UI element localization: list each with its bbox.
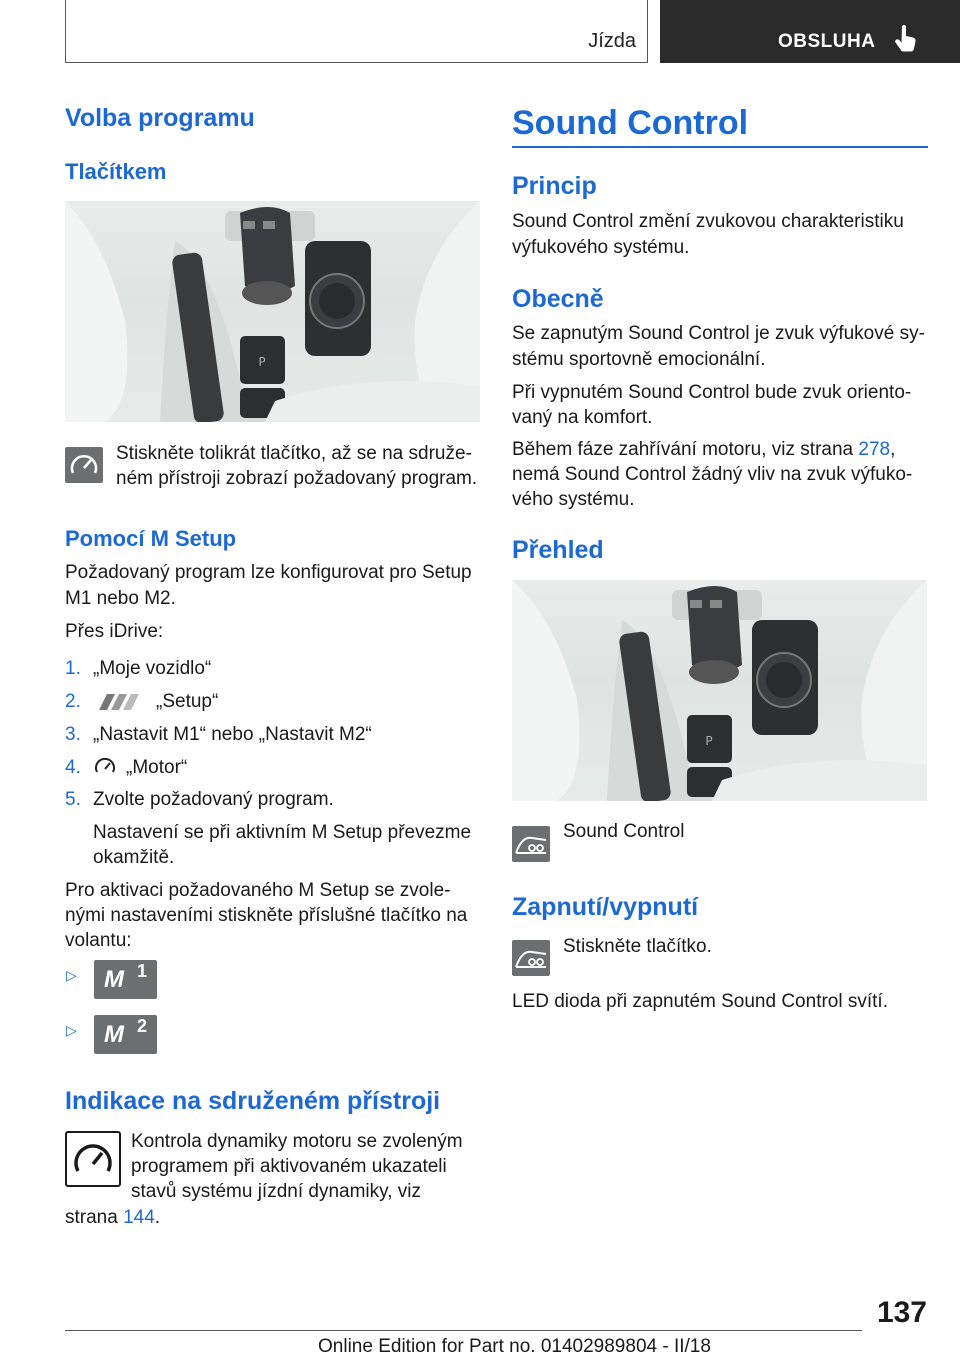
text-period: . bbox=[154, 1207, 161, 1228]
caption-press-button: Stiskněte tlačítko. bbox=[563, 936, 712, 957]
paragraph-indicator-line4 bbox=[65, 1204, 160, 1232]
paragraph-princip-line1: Sound Control změní zvukovou charakteristiku bbox=[512, 211, 904, 232]
paragraph-indicator-line3: stavů systému jízdní dynamiky, viz bbox=[131, 1181, 422, 1202]
text-strana: strana bbox=[65, 1207, 118, 1228]
paragraph-indicator-line2: programem při aktivovaném ukazateli bbox=[131, 1156, 447, 1177]
step-number-4: 4. bbox=[65, 757, 81, 778]
paragraph-comfort-line1: Při vypnutém Sound Control bude zvuk oriento‐ bbox=[512, 382, 912, 403]
paragraph-config-line2: M1 nebo M2. bbox=[65, 588, 176, 609]
paragraph-activate-line1: Pro aktivaci požadovaného M Setup se zvole‐ bbox=[65, 880, 451, 901]
settings-stripes-icon bbox=[93, 694, 149, 715]
page-number: 137 bbox=[876, 1296, 927, 1329]
subheading-indikace: Indikace na sdruženém přístroji bbox=[65, 1087, 441, 1115]
header-tab-label: OBSLUHA bbox=[778, 31, 876, 52]
subheading-tlacitkem: Tlačítkem bbox=[65, 159, 167, 184]
bullet-m2: ▷ bbox=[66, 1022, 77, 1038]
console-photo-left bbox=[65, 201, 480, 422]
m1-digit: 1 bbox=[137, 961, 148, 981]
step-number-1: 1. bbox=[65, 658, 81, 679]
step-text-4: „Motor“ bbox=[126, 757, 188, 778]
paragraph-warmup-line2: nemá Sound Control žádný vliv na zvuk výfuko‐ bbox=[512, 464, 913, 485]
section-title-sound-control: Sound Control bbox=[512, 104, 749, 142]
step-text-5: Zvolte požadovaný program. bbox=[93, 789, 334, 810]
section-title-volba: Volba programu bbox=[65, 104, 255, 132]
page-link-278[interactable]: 278 bbox=[858, 439, 891, 460]
footer-edition: Online Edition for Part no. 01402989804 - II/18 bbox=[318, 1336, 711, 1357]
caption-press-button-line1: Stiskněte tolikrát tlačítko, až se na sdruže‐ bbox=[116, 443, 472, 464]
subheading-princip: Princip bbox=[512, 172, 597, 200]
pointing-hand-icon bbox=[893, 24, 919, 59]
m2-letter: M bbox=[104, 1021, 124, 1048]
title-underline bbox=[512, 146, 928, 148]
step5-note-line1: Nastavení se při aktivním M Setup převezme bbox=[93, 822, 472, 843]
subheading-obecne: Obecně bbox=[512, 285, 604, 313]
caption-sound-control: Sound Control bbox=[563, 821, 685, 842]
step-text-3: „Nastavit M1“ nebo „Nastavit M2“ bbox=[93, 724, 372, 745]
paragraph-warmup-line1 bbox=[512, 436, 895, 464]
speedometer-icon bbox=[65, 447, 103, 483]
text-warmup: Během fáze zahřívání motoru, viz strana bbox=[512, 439, 854, 460]
step-number-3: 3. bbox=[65, 724, 81, 745]
paragraph-princip-line2: výfukového systému. bbox=[512, 237, 690, 258]
footer-divider bbox=[65, 1330, 862, 1331]
dynamics-gauge-icon bbox=[65, 1131, 121, 1187]
text-comma: , bbox=[890, 439, 896, 460]
bullet-m1: ▷ bbox=[66, 967, 77, 983]
subheading-m-setup: Pomocí M Setup bbox=[65, 526, 237, 551]
caption-press-button-line2: ném přístroji zobrazí požadovaný program. bbox=[116, 468, 478, 489]
header-section: Jízda bbox=[588, 30, 636, 52]
m1-letter: M bbox=[104, 966, 124, 993]
svg-text:P: P bbox=[258, 355, 266, 369]
header-frame bbox=[65, 0, 648, 63]
paragraph-warmup-line3: vého systému. bbox=[512, 489, 635, 510]
sound-control-button-icon bbox=[512, 940, 550, 976]
console-photo-right bbox=[512, 580, 927, 801]
paragraph-obecne-line2: stému sportovně emocionální. bbox=[512, 349, 766, 370]
step-number-5: 5. bbox=[65, 789, 81, 810]
paragraph-led: LED dioda při zapnutém Sound Control svítí. bbox=[512, 991, 888, 1012]
page-link-144[interactable]: 144 bbox=[123, 1207, 155, 1228]
m1-button-icon bbox=[94, 960, 157, 999]
m2-digit: 2 bbox=[137, 1016, 148, 1036]
step-text-2: „Setup“ bbox=[156, 691, 219, 712]
step-text-1: „Moje vozidlo“ bbox=[93, 658, 212, 679]
paragraph-indicator-line1: Kontrola dynamiky motoru se zvoleným bbox=[131, 1131, 463, 1152]
subheading-zapnuti: Zapnutí/vypnutí bbox=[512, 893, 699, 921]
paragraph-obecne-line1: Se zapnutým Sound Control je zvuk výfukové sy‐ bbox=[512, 323, 925, 344]
paragraph-activate-line3: volantu: bbox=[65, 930, 132, 951]
step-number-2: 2. bbox=[65, 691, 81, 712]
paragraph-config-line1: Požadovaný program lze konfigurovat pro Setup bbox=[65, 562, 472, 583]
svg-text:P: P bbox=[705, 734, 713, 748]
step5-note-line2: okamžitě. bbox=[93, 847, 175, 868]
engine-gauge-icon bbox=[93, 755, 117, 784]
paragraph-activate-line2: nými nastaveními stiskněte příslušné tlačítko na bbox=[65, 905, 468, 926]
paragraph-idrive: Přes iDrive: bbox=[65, 621, 164, 642]
subheading-prehled: Přehled bbox=[512, 536, 604, 564]
paragraph-comfort-line2: vaný na komfort. bbox=[512, 407, 653, 428]
m2-button-icon bbox=[94, 1015, 157, 1054]
sound-control-icon bbox=[512, 826, 550, 862]
